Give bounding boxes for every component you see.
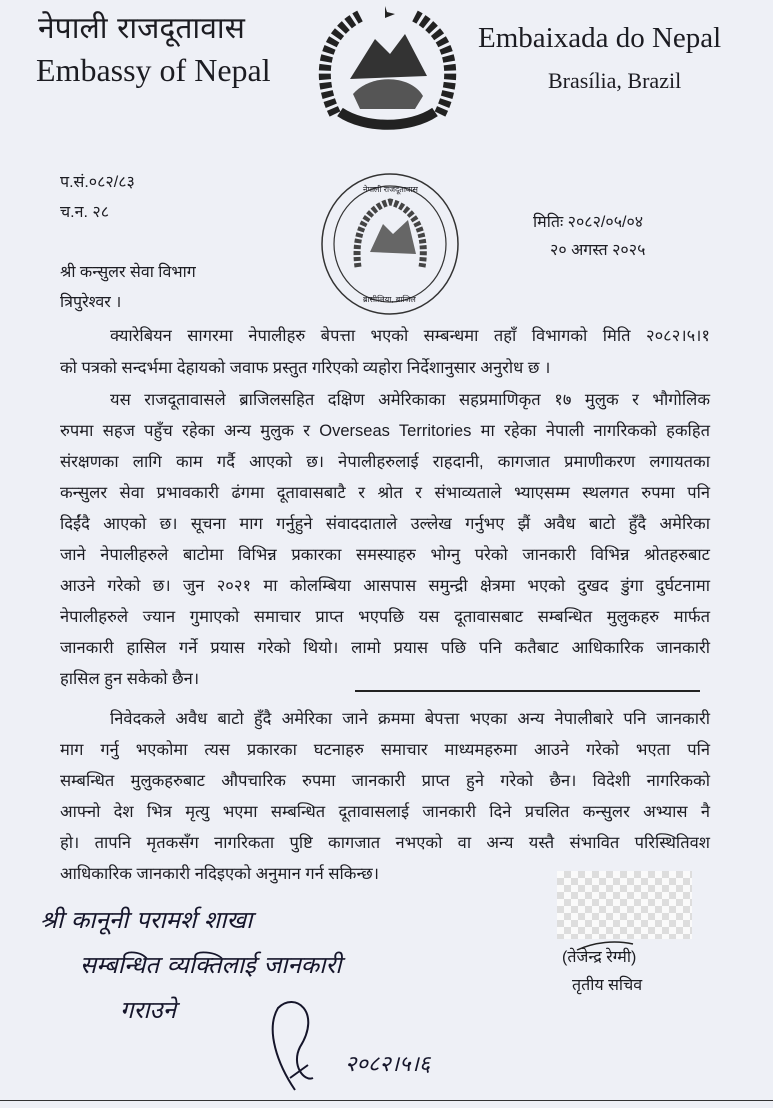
embassy-seal	[318, 172, 463, 317]
signatory-title: तृतीय सचिव	[572, 977, 643, 994]
body-line: आउने गरेको छ। जुन २०२१ मा कोलम्बिया आसपास समुन्द्री क्षेत्रमा भएको दुखद डुंगा दुर्घटनामा	[60, 577, 710, 595]
date-nepali: मितिः २०८२/०५/०४	[533, 214, 644, 231]
body-line: रुपमा सहज पहुँच रहेका अन्य मुलुक र Overseas Territories मा रहेका नेपाली नागरिकको हकहित	[60, 422, 710, 440]
body-line: जानकारी हासिल गर्ने प्रयास गरेको थियो। लामो प्रयास पछि पनि कतैबाट आधिकारिक जानकारी	[60, 639, 710, 657]
redacted-signature	[557, 871, 692, 939]
handwritten-underline	[355, 690, 700, 692]
body-line: यस राजदूतावासले ब्राजिलसहित दक्षिण अमेरिकाका सहप्रमाणिकृत १७ मुलुक र भौगोलिक	[110, 391, 710, 409]
signatory-name: (तेजेन्द्र रेग्मी)	[562, 949, 637, 966]
body-line: हो। तापनि मृतकसँग नागरिकता पुष्टि कागजात नभएको वा अन्य यस्तै संभावित परिस्थितिवश	[60, 834, 710, 852]
body-line: नेपालीहरुले ज्यान गुमाएको समाचार प्राप्त भएपछि यस दूतावासबाट सम्बन्धित मुलुकहरु मार्फत	[60, 608, 710, 626]
body-line: हासिल हुन सकेको छैन।	[60, 670, 200, 688]
body-line: माग गर्नु भएकोमा त्यस प्रकारका घटनाहरु समाचार माध्यमहरुमा आउने गरेको भएता पनि	[60, 741, 710, 759]
handwritten-signature-icon	[260, 995, 330, 1095]
body-line: क्यारेबियन सागरमा नेपालीहरु बेपत्ता भएको सम्बन्धमा तहाँ विभागको मिति २०८२।५।१	[110, 327, 710, 345]
body-line: निवेदकले अवैध बाटो हुँदै अमेरिका जाने क्रममा बेपत्ता भएका अन्य नेपालीबारे पनि जानकारी	[110, 710, 710, 728]
body-line: संरक्षणका लागि काम गर्दै आएको छ। नेपालीहरुलाई राहदानी, कागजात प्रमाणीकरण लगायतका	[60, 453, 710, 471]
embassy-name-nepali: नेपाली राजदूतावास	[38, 11, 245, 46]
embassy-name-portuguese: Embaixada do Nepal	[478, 22, 722, 54]
reference-number: प.सं.०८२/८३	[60, 174, 135, 191]
handwritten-line1: श्री कानूनी परामर्श शाखा	[40, 906, 253, 934]
body-line: आफ्नो देश भित्र मृत्यु भएमा सम्बन्धित दूतावासलाई जानकारी दिने प्रचलित कन्सुलर अभ्यास नै	[60, 803, 710, 821]
handwritten-date: २०८२।५।६	[345, 1052, 431, 1077]
body-line: आधिकारिक जानकारी नदिइएको अनुमान गर्न सकिन्छ।	[60, 865, 379, 883]
body-line: जाने नेपालीहरुले बाटोमा विभिन्न प्रकारका समस्याहरु भोग्नु परेको जानकारी विभिन्न श्रोतहरुबाट	[60, 546, 710, 564]
handwritten-line3: गराउने	[120, 996, 177, 1024]
dispatch-number: च.न. २८	[60, 204, 110, 221]
seal-text-top: नेपाली राजदूतावास	[363, 185, 418, 194]
body-line: सम्बन्धित मुलुकहरुबाट औपचारिक रुपमा जानकारी प्राप्त हुने गरेको छैन। विदेशी नागरिकको	[60, 772, 710, 790]
nepal-emblem-icon	[315, 4, 460, 134]
body-line: को पत्रको सन्दर्भमा देहायको जवाफ प्रस्तुत गरिएको व्यहोरा निर्देशानुसार अनुरोध छ ।	[60, 359, 551, 377]
embassy-location: Brasília, Brazil	[548, 68, 682, 93]
recipient-line1: श्री कन्सुलर सेवा विभाग	[60, 264, 196, 281]
date-gregorian: २० अगस्त २०२५	[550, 242, 646, 259]
recipient-line2: त्रिपुरेश्वर ।	[60, 294, 122, 311]
embassy-name-english: Embassy of Nepal	[36, 52, 271, 88]
seal-text-bottom: ब्रासीलिया, ब्राजिल	[363, 295, 416, 304]
handwritten-line2: सम्बन्धित व्यक्तिलाई जानकारी	[80, 951, 342, 979]
body-line: कन्सुलर सेवा प्रभावकारी ढंगमा दूतावासबाटै र श्रोत र संभाव्यताले भ्याएसम्म स्थलगत रुपमा पनि	[60, 484, 710, 502]
body-line: दिईंदै आएको छ। सूचना माग गर्नुहुने संवाददाताले उल्लेख गर्नुभए झैं अवैध बाटो हुँदै अमेरिका	[60, 515, 710, 533]
page-edge-line	[0, 1100, 773, 1101]
